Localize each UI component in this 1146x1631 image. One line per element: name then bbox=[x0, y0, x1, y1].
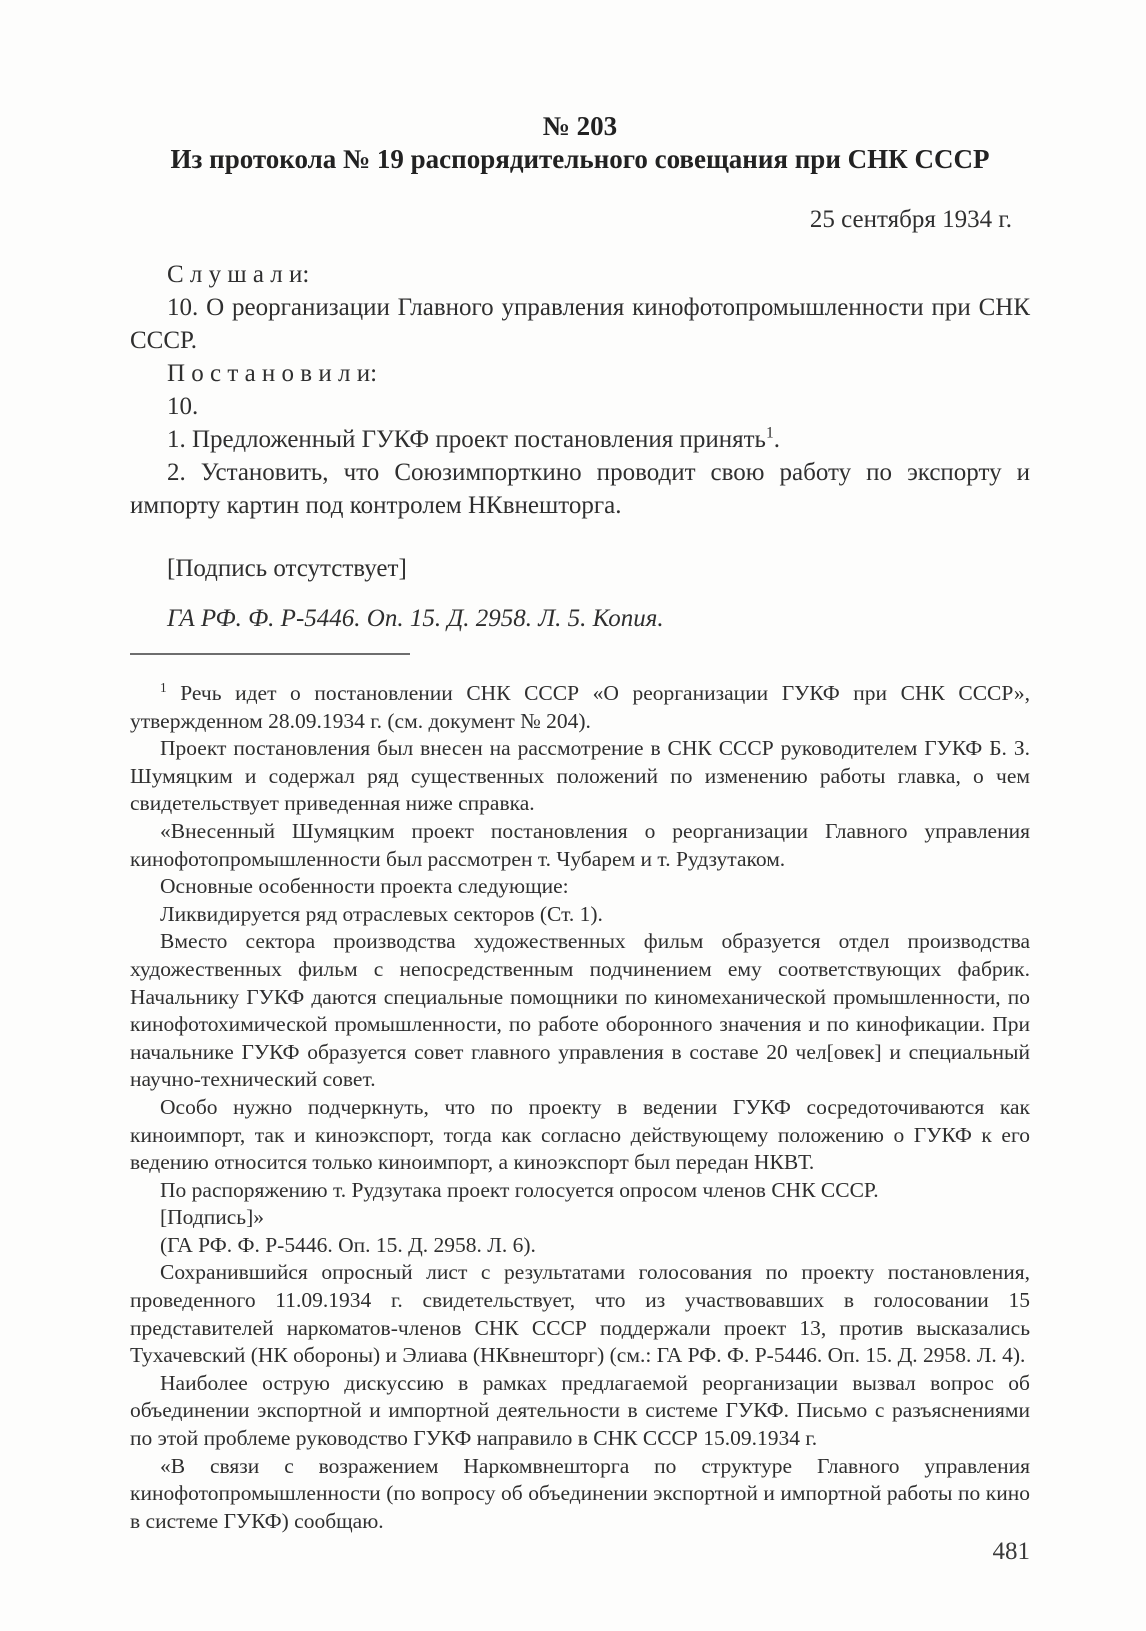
footnote-paragraph: Основные особенности проекта следующие: bbox=[160, 874, 569, 899]
footnote-paragraph: Вместо сектора производства художественных фильм образуется отдел производства художественных фильм с непосредственным подчинением ему соответствующих фабрик. Начальнику ГУКФ даются специальные помощники по киномеханической промышленности, по кинофотохимической промышленности, по работе оборонного значения и по кинофикации. При начальнике ГУКФ образуется совет главного управления в составе 20 чел[овек] и специальный научно-технический совет. bbox=[130, 929, 1030, 1092]
footnote-separator bbox=[130, 653, 410, 655]
resolution-1-text: 1. Предложенный ГУКФ проект постановления принять bbox=[167, 426, 766, 453]
resolved-label: П о с т а н о в и л и: bbox=[167, 360, 378, 387]
document-content bbox=[130, 0, 1030, 1535]
resolved-number: 10. bbox=[167, 393, 199, 420]
document-body bbox=[130, 258, 1030, 522]
footnote-paragraph: Сохранившийся опросный лист с результатами голосования по проекту постановления, проведенного 11.09.1934 г. свидетельствует, что из участвовавших в голосовании 15 представителей наркоматов-членов СНК СССР поддержали проект 13, против высказались Тухачевский (НК обороны) и Элиава (НКвнешторг) (см.: ГА РФ. Ф. Р-5446. Оп. 15. Д. 2958. Л. 4). bbox=[130, 1260, 1030, 1368]
footnote-paragraph: Проект постановления был внесен на рассмотрение в СНК СССР руководителем ГУКФ Б. З. Шумяцким и содержал ряд существенных положений по изменению работы главка, о чем свидетельствует приведенная ниже справка. bbox=[130, 736, 1030, 816]
page-number: 481 bbox=[992, 1538, 1030, 1565]
footnote-paragraph: Наиболее острую дискуссию в рамках предлагаемой реорганизации вызвал вопрос об объединении экспортной и импортной деятельности в системе ГУКФ. Письмо с разъяснениями по этой проблеме руководство ГУКФ направило в СНК СССР 15.09.1934 г. bbox=[130, 1370, 1030, 1451]
footnote-paragraph-first bbox=[130, 680, 1030, 735]
footnote-paragraph: [Подпись]» bbox=[160, 1205, 265, 1230]
footnote-paragraph: «В связи с возражением Наркомвнешторга по структуре Главного управления кинофотопромышленности (по вопросу об объединении экспортной и импортной работы по кино в системе ГУКФ) сообщаю. bbox=[130, 1453, 1030, 1533]
document-date: 25 сентября 1934 г. bbox=[809, 206, 1012, 233]
resolution-1-period: . bbox=[773, 426, 780, 453]
footnote-block bbox=[130, 680, 1030, 1535]
archive-reference: ГА РФ. Ф. Р-5446. Оп. 15. Д. 2958. Л. 5. Копия. bbox=[167, 605, 664, 632]
footnote-first-text: Речь идет о постановлении СНК СССР «О реорганизации ГУКФ при СНК СССР», утвержденном 28.09.1934 г. (см. документ № 204). bbox=[130, 681, 1031, 733]
footnote-paragraph: Особо нужно подчеркнуть, что по проекту в ведении ГУКФ сосредоточиваются как киноимпорт, так и киноэкспорт, тогда как согласно действующему положению о ГУКФ к его ведению относится только киноимпорт, а киноэкспорт был передан НКВТ. bbox=[130, 1094, 1030, 1175]
document-number: № 203 bbox=[542, 111, 618, 141]
footnote-reference-mark: 1 bbox=[765, 424, 774, 442]
footnote-paragraph: Ликвидируется ряд отраслевых секторов (Ст. 1). bbox=[160, 901, 603, 926]
heard-item: 10. О реорганизации Главного управления кинофотопромышленности при СНК СССР. bbox=[130, 294, 1030, 354]
signature-note: [Подпись отсутствует] bbox=[167, 555, 407, 582]
footnote-paragraph: «Внесенный Шумяцким проект постановления о реорганизации Главного управления кинофотопромышленности был рассмотрен т. Чубарем и т. Рудзутаком. bbox=[130, 818, 1030, 871]
footnote-marker: 1 bbox=[160, 679, 167, 695]
footnote-paragraph: По распоряжению т. Рудзутака проект голосуется опросом членов СНК СССР. bbox=[160, 1177, 879, 1202]
resolution-item-2: 2. Установить, что Союзимпорткино проводит свою работу по экспорту и импорту картин под контролем НКвнешторга. bbox=[130, 459, 1030, 519]
document-title: Из протокола № 19 распорядительного совещания при СНК СССР bbox=[170, 144, 990, 174]
heard-label: С л у ш а л и: bbox=[167, 261, 310, 288]
resolution-item-1 bbox=[130, 423, 1030, 456]
footnote-paragraph: (ГА РФ. Ф. Р-5446. Оп. 15. Д. 2958. Л. 6). bbox=[160, 1232, 536, 1257]
